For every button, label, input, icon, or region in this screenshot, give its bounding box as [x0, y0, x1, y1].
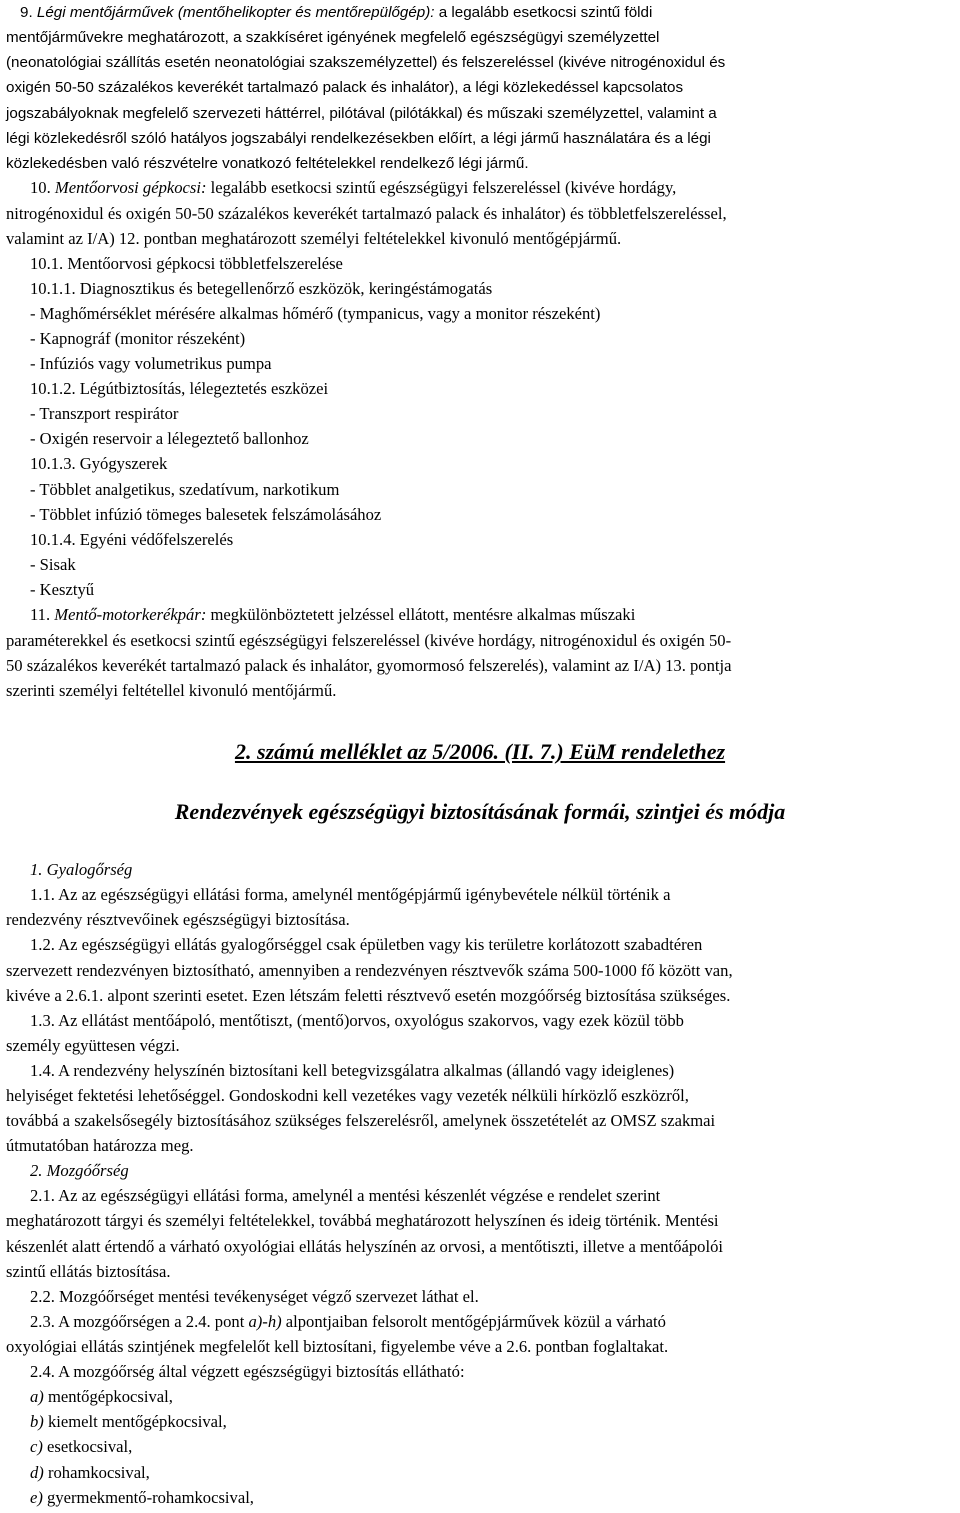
text-line: [20, 0, 652, 25]
italic-term: 1. Gyalogőrség: [30, 860, 133, 879]
text-line: [30, 451, 167, 476]
text-line: [6, 1133, 194, 1158]
text-span: 10.1.4. Egyéni védőfelszerelés: [30, 530, 234, 549]
text-line: [30, 1183, 660, 1208]
text-span: szerinti személyi feltétellel kivonuló mentőjármű.: [6, 681, 337, 700]
italic-term: e): [30, 1488, 43, 1507]
text-line: [30, 1434, 132, 1459]
text-span: (neonatológiai szállítás esetén neonatológiai szakszemélyzettel) és felszereléssel (kivéve nitrogénoxidul és: [6, 54, 726, 71]
text-line: [6, 1108, 715, 1133]
text-line: [6, 25, 659, 50]
text-line: [6, 958, 733, 983]
text-span: - Többlet analgetikus, szedatívum, narkotikum: [30, 480, 340, 499]
text-span: oxigén 50-50 százalékos keverékét tartalmazó palack és inhalátor), a légi közlekedéssel kapcsolatos: [6, 79, 684, 96]
annex-subtitle: Rendezvények egészségügyi biztosításának formái, szintjei és módja: [174, 799, 786, 824]
text-line: [6, 1083, 689, 1108]
text-span: személy együttesen végzi.: [6, 1036, 180, 1055]
text-span: 10.1.1. Diagnosztikus és betegellenőrző eszközök, keringéstámogatás: [30, 279, 493, 298]
text-line: [6, 201, 727, 226]
text-span: esetkocsival,: [42, 1437, 133, 1456]
text-line: [6, 151, 529, 176]
text-line: [30, 1409, 227, 1434]
italic-term: Légi mentőjárművek (mentőhelikopter és mentőrepülőgép):: [36, 4, 435, 21]
italic-term: b): [30, 1412, 44, 1431]
italic-term: 2. Mozgóőrség: [30, 1161, 129, 1180]
text-line: [30, 1384, 173, 1409]
text-span: - Kapnográf (monitor részeként): [30, 329, 246, 348]
text-line: [6, 1259, 171, 1284]
text-span: útmutatóban határozza meg.: [6, 1136, 194, 1155]
text-line: [6, 653, 731, 678]
text-line: [6, 983, 730, 1008]
text-span: 10.1. Mentőorvosi gépkocsi többletfelszerelése: [30, 254, 343, 273]
text-line: [30, 577, 94, 602]
text-line: [30, 351, 272, 376]
text-span: 1.3. Az ellátást mentőápoló, mentőtiszt, (mentő)orvos, oxyológus szakorvos, vagy ezek közül több: [30, 1011, 684, 1030]
text-line: [30, 1008, 684, 1033]
italic-term: d): [30, 1463, 44, 1482]
text-line: [30, 1460, 150, 1485]
italic-term: c): [30, 1437, 43, 1456]
text-line: [30, 477, 339, 502]
text-line: [6, 628, 731, 653]
text-line: [30, 552, 76, 577]
text-line: [30, 1158, 129, 1183]
text-line: [30, 527, 233, 552]
text-line: [30, 602, 635, 627]
text-span: 10.: [30, 178, 55, 197]
text-span: mentőjárművekre meghatározott, a szakkíséret igényének megfelelő egészségügyi személyzettel: [6, 29, 660, 46]
text-line: [30, 1058, 674, 1083]
italic-term: a): [30, 1387, 44, 1406]
text-line: [30, 1284, 479, 1309]
italic-term: Mentő-motorkerékpár:: [54, 605, 207, 624]
text-span: mentőgépkocsival,: [43, 1387, 173, 1406]
text-span: kivéve a 2.6.1. alpont szerinti esetet. Ezen létszám feletti résztvevő esetén mozgóőrség biztosítása szükséges.: [6, 986, 731, 1005]
text-span: - Többlet infúzió tömeges balesetek felszámolásához: [30, 505, 382, 524]
text-span: közlekedésben való részvételre vonatkozó feltételekkel rendelkező légi jármű.: [6, 155, 529, 172]
text-span: 2.4. A mozgóőrség által végzett egészségügyi biztosítás ellátható:: [30, 1362, 465, 1381]
text-line: [30, 882, 670, 907]
text-line: [6, 50, 725, 75]
text-line: [30, 426, 309, 451]
italic-term: Mentőorvosi gépkocsi:: [54, 178, 207, 197]
text-span: - Maghőmérséklet mérésére alkalmas hőmérő (tympanicus, vagy a monitor részeként): [30, 304, 601, 323]
text-span: 1.4. A rendezvény helyszínén biztosítani kell betegvizsgálatra alkalmas (állandó vagy ideiglenes): [30, 1061, 675, 1080]
text-line: [30, 175, 676, 200]
text-line: [6, 1234, 723, 1259]
text-line: [6, 226, 621, 251]
text-line: [6, 126, 711, 151]
text-span: 10.1.2. Légútbiztosítás, lélegeztetés eszközei: [30, 379, 329, 398]
text-span: légi közlekedésről szóló hatályos jogszabályi rendelkezésekben előírt, a légi jármű használatára és a légi: [6, 130, 711, 147]
text-line: [30, 1309, 666, 1334]
text-line: [6, 75, 683, 100]
text-span: 10.1.3. Gyógyszerek: [30, 454, 168, 473]
text-line: [30, 301, 600, 326]
text-span: helyiséget fektetési lehetőséggel. Gondoskodni kell vezetékes vagy vezeték nélküli hírközlő eszközről,: [6, 1086, 689, 1105]
text-line: [30, 251, 343, 276]
text-span: 2.1. Az az egészségügyi ellátási forma, amelynél a mentési készenlét végzése e rendelet szerint: [30, 1186, 661, 1205]
text-span: - Infúziós vagy volumetrikus pumpa: [30, 354, 272, 373]
text-span: meghatározott tárgyi és személyi feltételekkel, továbbá meghatározott helyszínen és ideig történik. Mentési: [6, 1211, 719, 1230]
text-span: továbbá a szakelsősegély biztosításához szükséges felszerelésről, amelynek összetételét az OMSZ szakmai: [6, 1111, 716, 1130]
text-span: - Oxigén reservoir a lélegeztető ballonhoz: [30, 429, 309, 448]
text-line: [6, 1334, 668, 1359]
italic-term: a)-h): [248, 1312, 282, 1331]
text-span: 11.: [30, 605, 55, 624]
text-span: készenlét alatt értendő a várható oxyológiai ellátás helyszínén az orvosi, a mentőtiszti, illetve a mentőápolói: [6, 1237, 723, 1256]
text-span: kiemelt mentőgépkocsival,: [43, 1412, 227, 1431]
text-span: rendezvény résztvevőinek egészségügyi biztosítása.: [6, 910, 350, 929]
text-span: 9.: [20, 4, 37, 21]
text-span: oxyológiai ellátás szintjének megfelelőt kell biztosítani, figyelembe véve a 2.6. pontban foglaltakat.: [6, 1337, 669, 1356]
text-span: legalább esetkocsi szintű egészségügyi felszereléssel (kivéve hordágy,: [206, 178, 677, 197]
text-span: jogszabályoknak megfelelő szervezeti háttérrel, pilótával (pilótákkal) és műszaki személyzettel, valamint a: [6, 105, 717, 122]
text-line: [30, 1485, 254, 1510]
text-span: 1.2. Az egészségügyi ellátás gyalogőrséggel csak épületben vagy kis területre korlátozott szabadtéren: [30, 935, 703, 954]
text-span: a legalább esetkocsi szintű földi: [434, 4, 653, 21]
text-line: [30, 376, 328, 401]
text-line: [30, 1359, 465, 1384]
text-span: gyermekmentő-rohamkocsival,: [42, 1488, 254, 1507]
text-span: rohamkocsival,: [43, 1463, 150, 1482]
annex-title: 2. számú melléklet az 5/2006. (II. 7.) EüM rendelethez: [234, 739, 726, 764]
text-span: - Sisak: [30, 555, 76, 574]
text-line: [6, 678, 336, 703]
text-span: valamint az I/A) 12. pontban meghatározott személyi feltételekkel kivonuló mentőgépjármű.: [6, 229, 622, 248]
text-span: 50 százalékos keverékét tartalmazó palack és inhalátor, gyomormosó felszerelés), valamint az I/A) 13. pontja: [6, 656, 732, 675]
text-span: paraméterekkel és esetkocsi szintű egészségügyi felszereléssel (kivéve hordágy, nitrogénoxidul és oxigén 50-: [6, 631, 732, 650]
text-line: [6, 101, 717, 126]
text-span: nitrogénoxidul és oxigén 50-50 százalékos keverékét tartalmazó palack és inhalátor) és többletfelszereléssel,: [6, 204, 727, 223]
text-span: szervezett rendezvényen biztosítható, amennyiben a rendezvényen résztvevők száma 500-1000 fő között van,: [6, 961, 733, 980]
text-line: [30, 932, 702, 957]
text-span: - Kesztyű: [30, 580, 95, 599]
text-line: [30, 276, 492, 301]
text-span: alpontjaiban felsorolt mentőgépjárművek közül a várható: [281, 1312, 666, 1331]
text-line: [30, 502, 381, 527]
text-span: 2.3. A mozgóőrségen a 2.4. pont: [30, 1312, 249, 1331]
text-span: 2.2. Mozgóőrséget mentési tevékenységet végző szervezet láthat el.: [30, 1287, 479, 1306]
text-line: [30, 326, 245, 351]
text-line: [6, 907, 350, 932]
text-span: 1.1. Az az egészségügyi ellátási forma, amelynél mentőgépjármű igénybevétele nélkül történik a: [30, 885, 671, 904]
text-line: [30, 857, 132, 882]
text-span: szintű ellátás biztosítása.: [6, 1262, 171, 1281]
text-span: - Transzport respirátor: [30, 404, 179, 423]
text-line: [6, 1033, 180, 1058]
text-span: megkülönböztetett jelzéssel ellátott, mentésre alkalmas műszaki: [206, 605, 636, 624]
text-line: [6, 1208, 719, 1233]
text-line: [30, 401, 178, 426]
